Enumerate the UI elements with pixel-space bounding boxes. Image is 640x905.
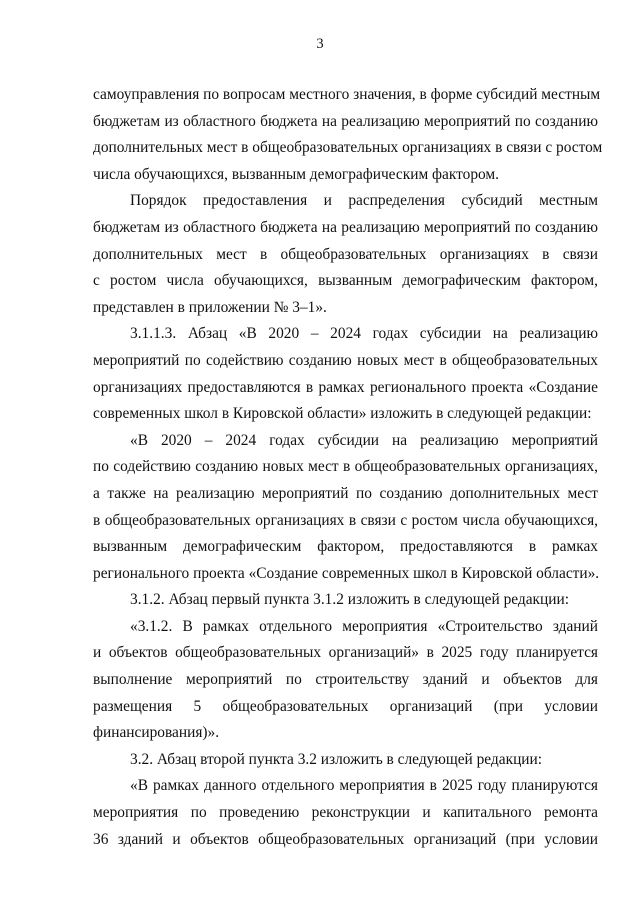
text-line: организациях предоставляются в рамках регионального проекта «Создание [93,378,598,396]
text-line: бюджетам из областного бюджета на реализацию мероприятий по созданию [93,112,598,130]
text-line: дополнительных мест в общеобразовательных организациях в связи [93,245,598,263]
page-number: 3 [316,36,324,52]
text-line: регионального проекта «Создание современных школ в Кировской области». [93,564,600,582]
text-line: «В 2020 – 2024 годах субсидии на реализацию мероприятий [130,431,598,449]
text-line: вызванным демографическим фактором, предоставляются в рамках [93,538,598,556]
text-line: выполнение мероприятий по строительству зданий и объектов для [93,671,598,689]
text-line: Порядок предоставления и распределения субсидий местным [130,192,598,210]
text-line: самоуправления по вопросам местного значения, в форме субсидий местным [93,86,601,103]
text-line: а также на реализацию мероприятий по созданию дополнительных мест [93,484,598,502]
text-line: бюджетам из областного бюджета на реализацию мероприятий по созданию [93,218,598,236]
text-line: «В рамках данного отдельного мероприятия в 2025 году планируются [130,777,598,795]
text-line: размещения 5 общеобразовательных организаций (при условии [93,697,598,715]
text-line: 3.1.1.3. Абзац «В 2020 – 2024 годах субсидии на реализацию [130,325,598,343]
text-line: 36 зданий и объектов общеобразовательных организаций (при условии [93,830,598,848]
text-line: мероприятия по проведению реконструкции и капитального ремонта [93,804,598,822]
text-line: с ростом числа обучающихся, вызванным демографическим фактором, [93,272,598,290]
text-line: 3.2. Абзац второй пункта 3.2 изложить в следующей редакции: [130,750,543,768]
paragraph-7 [93,747,598,774]
text-line: числа обучающихся, вызванным демографическим фактором. [93,165,500,183]
text-line: современных школ в Кировской области» изложить в следующей редакции: [93,405,592,423]
text-line: финансирования)». [93,724,220,742]
paragraph-1 [93,82,603,188]
document-body [93,82,603,853]
text-line: и объектов общеобразовательных организаций» в 2025 году планируется [93,644,598,662]
paragraph-2 [93,188,598,321]
text-line: 3.1.2. Абзац первый пункта 3.1.2 изложить в следующей редакции: [130,591,570,609]
paragraph-5 [93,587,598,614]
text-line: мероприятий по содействию созданию новых мест в общеобразовательных [93,351,598,369]
paragraph-3 [93,321,598,427]
text-line: представлен в приложении № 3–1». [93,298,327,316]
paragraph-4 [93,428,598,588]
text-line: по содействию созданию новых мест в общеобразовательных организациях, [93,458,598,476]
paragraph-8 [93,773,598,853]
text-line: «3.1.2. В рамках отдельного мероприятия «Строительство зданий [130,617,598,635]
text-line: дополнительных мест в общеобразовательных организациях в связи с ростом [93,139,603,157]
paragraph-6 [93,614,598,747]
text-line: в общеобразовательных организациях в связи с ростом числа обучающихся, [93,511,598,529]
